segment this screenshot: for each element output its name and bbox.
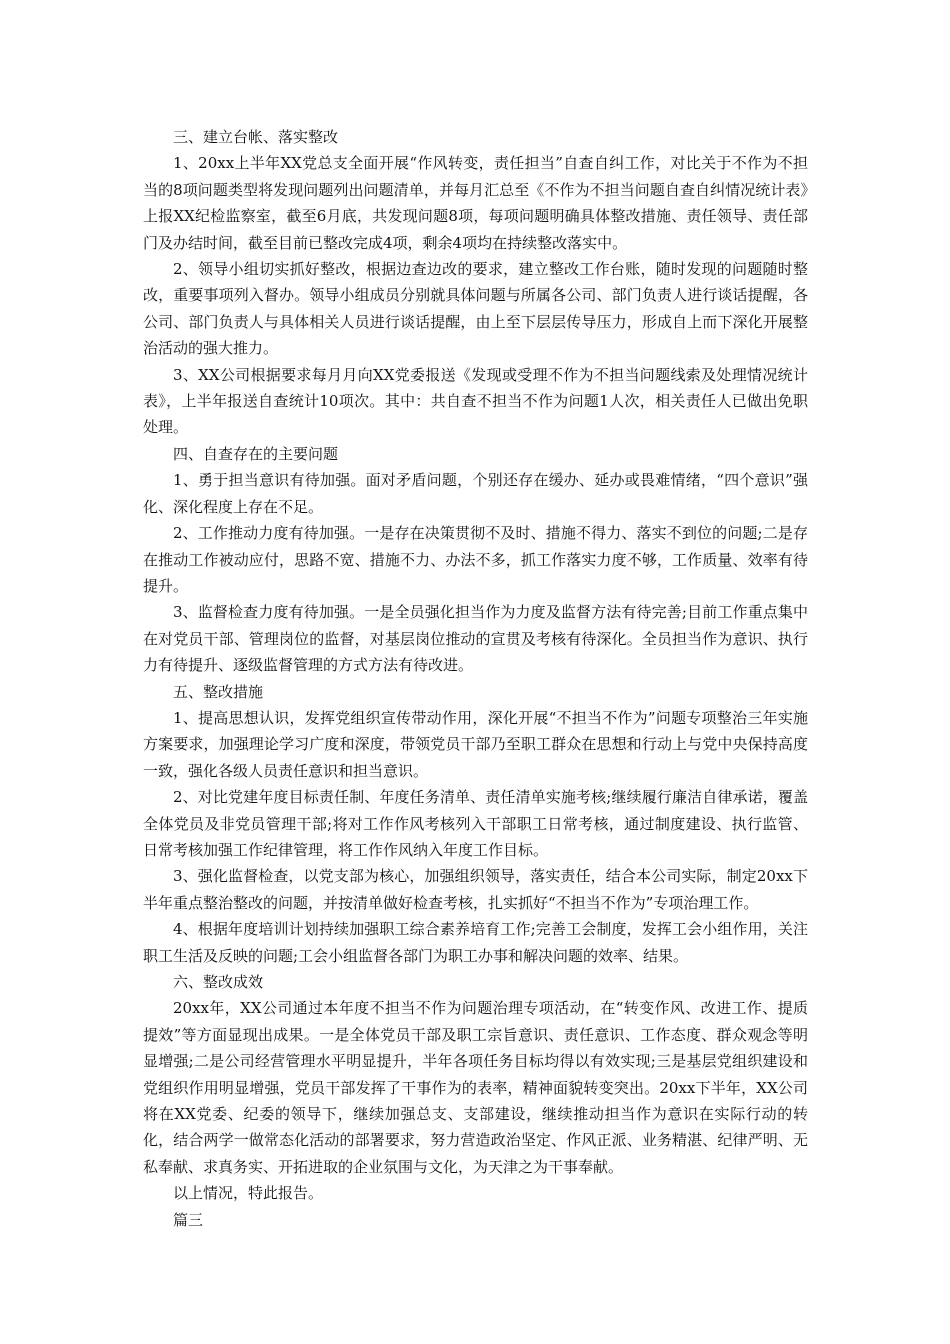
body-paragraph: 3、监督检查力度有待加强。一是全员强化担当作为力度及监督方法有待完善;目前工作重点集中在对党员干部、管理岗位的监督，对基层岗位推动的宣贯及考核有待深化。全员担当作为意识、执行力有待提升、逐级监督管理的方式方法有待改进。 [143, 603, 808, 675]
section-heading: 三、建立台帐、落实整改 [173, 128, 339, 146]
body-paragraph: 1、20xx上半年XX党总支全面开展“作风转变，责任担当”自查自纠工作，对比关于不作为不担当的8项问题类型将发现问题列出问题清单，并每月汇总至《不作为不担当问题自查自纠情况统计表》上报XX纪检监察室，截至6月底，共发现问题8项，每项问题明确具体整改措施、责任领导、责任部门及办结时间，截至目前已整改完成4项，剩余4项均在持续整改落实中。 [143, 154, 808, 252]
document-body [143, 124, 808, 1233]
next-article-label: 篇三 [173, 1210, 204, 1229]
body-paragraph: 20xx年，XX公司通过本年度不担当不作为问题治理专项活动，在“转变作风、改进工作、提质提效”等方面显现出成果。一是全体党员干部及职工宗旨意识、责任意识、工作态度、群众观念等明显增强;二是公司经营管理水平明显提升，半年各项任务目标均得以有效实现;三是基层党组织建设和党组织作用明显增强，党员干部发挥了干事作为的表率，精神面貌转变突出。20xx下半年，XX公司将在XX党委、纪委的领导下，继续加强总支、支部建设，继续推动担当作为意识在实际行动的转化，结合两学一做常态化活动的部署要求，努力营造政治坚定、作风正派、业务精湛、纪律严明、无私奉献、求真务实、开拓进取的企业氛围与文化，为天津之为干事奉献。 [143, 999, 808, 1176]
body-paragraph: 2、领导小组切实抓好整改，根据边查边改的要求，建立整改工作台账，随时发现的问题随时整改，重要事项列入督办。领导小组成员分别就具体问题与所属各公司、部门负责人进行谈话提醒，各公司、部门负责人与具体相关人员进行谈话提醒，由上至下层层传导压力，形成自上而下深化开展整治活动的强大推力。 [143, 260, 808, 358]
body-paragraph: 2、对比党建年度目标责任制、年度任务清单、责任清单实施考核;继续履行廉洁自律承诺，覆盖全体党员及非党员管理干部;将对工作作风考核列入干部职工日常考核，通过制度建设、执行监管、日常考核加强工作纪律管理，将工作作风纳入年度工作目标。 [143, 788, 808, 859]
section-heading: 四、自查存在的主要问题 [173, 444, 339, 463]
section-heading: 六、整改成效 [173, 973, 264, 991]
body-paragraph: 2、工作推动力度有待加强。一是存在决策贯彻不及时、措施不得力、落实不到位的问题;二是存在推动工作被动应付，思路不宽、措施不力、办法不多，抓工作落实力度不够，工作质量、效率有待提升。 [143, 524, 808, 595]
body-paragraph: 4、根据年度培训计划持续加强职工综合素养培育工作;完善工会制度，发挥工会小组作用，关注职工生活及反映的问题;工会小组监督各部门为职工办事和解决问题的效率、结果。 [143, 920, 808, 965]
closing-line: 以上情况，特此报告。 [173, 1184, 324, 1203]
body-paragraph: 3、XX公司根据要求每月月向XX党委报送《发现或受理不作为不担当问题线索及处理情况统计表》，上半年报送自查统计10项次。其中：共自查不担当不作为问题1人次，相关责任人已做出免职处理。 [143, 365, 808, 437]
body-paragraph: 3、强化监督检查，以党支部为核心，加强组织领导，落实责任，结合本公司实际，制定20xx下半年重点整治整改的问题，并按清单做好检查考核，扎实抓好“不担当不作为”专项治理工作。 [143, 867, 808, 912]
body-paragraph: 1、勇于担当意识有待加强。面对矛盾问题，个别还存在缓办、延办或畏难情绪，“四个意识”强化、深化程度上存在不足。 [143, 471, 808, 516]
body-paragraph: 1、提高思想认识，发挥党组织宣传带动作用，深化开展“不担当不作为”问题专项整治三年实施方案要求，加强理论学习广度和深度，带领党员干部乃至职工群众在思想和行动上与党中央保持高度一致，强化各级人员责任意识和担当意识。 [143, 708, 808, 780]
section-heading: 五、整改措施 [173, 682, 264, 701]
